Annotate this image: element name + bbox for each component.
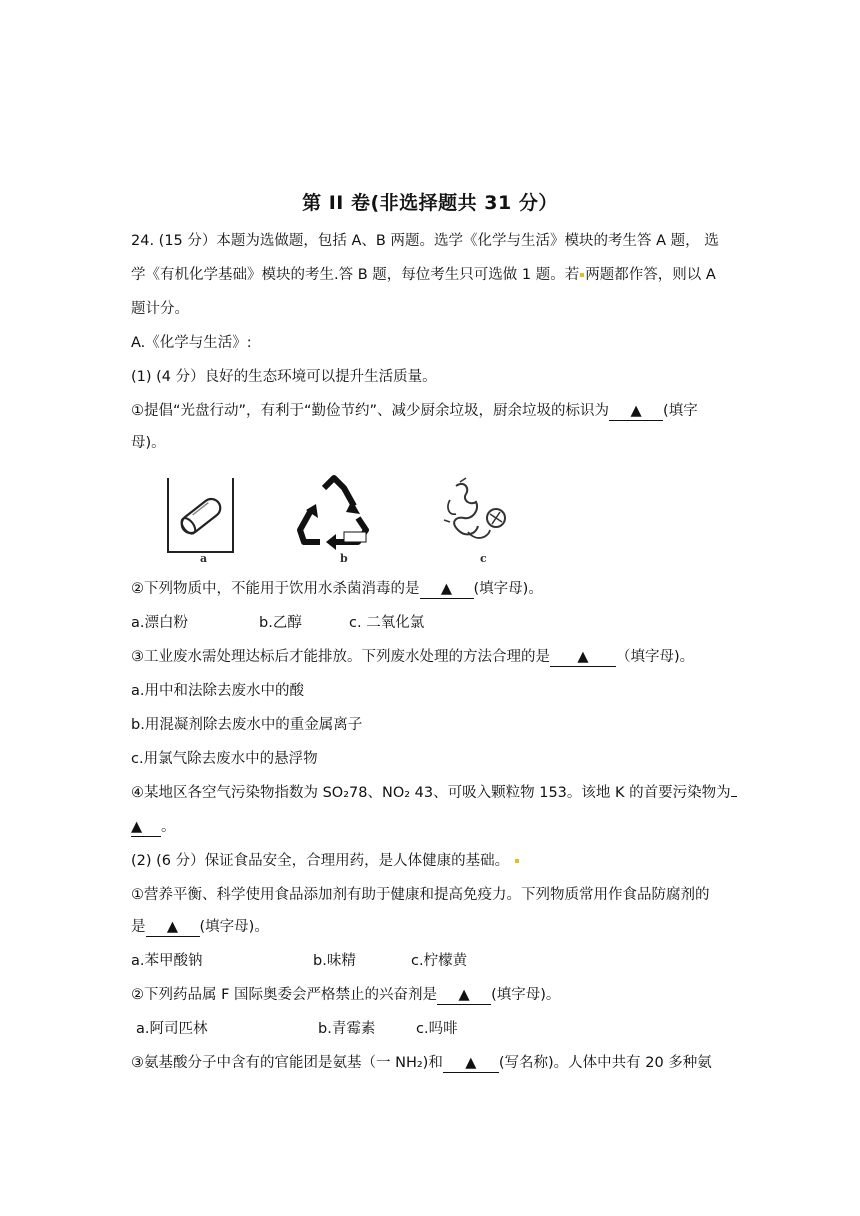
waste-symbols-figure	[160, 470, 560, 570]
food-waste-icon	[436, 476, 516, 556]
answer-blank-2-1[interactable]: ▲	[146, 918, 200, 937]
question-1-2-options	[131, 613, 424, 633]
part1-heading: (1) (4 分）良好的生态环境可以提升生活质量。	[131, 369, 437, 385]
fig-label-b: b	[340, 552, 348, 565]
option-c: c.柠檬黄	[411, 953, 468, 969]
stray-mark-2	[515, 859, 519, 863]
answer-blank-1-2[interactable]: ▲	[420, 580, 474, 599]
part2-heading: (2) (6 分）保证食品安全，合理用药，是人体健康的基础。	[131, 851, 520, 871]
question-1-2: ②下列物质中，不能用于饮用水杀菌消毒的是 ▲ (填字母)。	[131, 581, 543, 597]
stray-mark	[580, 273, 584, 277]
question-1-1: ①提倡“光盘行动”，有利于“勤俭节约”、减少厨余垃圾，厨余垃圾的标识为 ▲ (填字	[131, 403, 698, 419]
answer-blank-2-2[interactable]: ▲	[437, 986, 491, 1005]
option-a: a.漂白粉	[131, 615, 188, 631]
question-2-1-cont: 是 ▲ (填字母)。	[131, 919, 269, 935]
question-2-2: ②下列药品属 F 国际奥委会严格禁止的兴奋剂是 ▲ (填字母)。	[131, 987, 561, 1003]
answer-blank-1-3[interactable]: ▲	[550, 648, 616, 667]
question-1-4-cont: ▲ 。	[131, 819, 176, 835]
intro-line-1: 24. (15 分）本题为选做题，包括 A、B 两题。选学《化学与生活》模块的考生答 A 题， 选	[131, 233, 719, 249]
question-2-1-options	[131, 951, 467, 971]
question-1-1-cont: 母)。	[131, 435, 166, 451]
option-a: a.苯甲酸钠	[131, 953, 203, 969]
fig-label-c: c	[480, 552, 487, 565]
intro-line-2: 学《有机化学基础》模块的考生.答 B 题，每位考生只可选做 1 题。若 两题都作答，则以 A	[131, 267, 716, 283]
option-b: b.乙醇	[259, 615, 302, 631]
question-2-2-options	[131, 1019, 458, 1039]
intro-line-3: 题计分。	[131, 301, 189, 317]
recycle-icon	[294, 474, 374, 554]
battery-bin-icon	[165, 476, 237, 560]
answer-blank-1-4[interactable]: ▲	[131, 818, 161, 837]
option-c: c. 二氧化氯	[349, 615, 425, 631]
fig-label-a: a	[200, 552, 208, 565]
section-title: 第 II 卷(非选择题共 31 分）	[302, 192, 558, 214]
question-1-4: ④某地区各空气污染物指数为 SO₂78、NO₂ 43、可吸入颗粒物 153。该地 K 的首要污染物为	[131, 783, 737, 803]
option-a: a.阿司匹林	[136, 1021, 208, 1037]
answer-blank-1-4-start	[731, 796, 737, 797]
question-1-3: ③工业废水需处理达标后才能排放。下列废水处理的方法合理的是 ▲ （填字母)。	[131, 649, 695, 665]
question-1-3-option-a: a.用中和法除去废水中的酸	[131, 683, 304, 699]
option-b: b.味精	[313, 953, 356, 969]
question-1-3-option-c: c.用氯气除去废水中的悬浮物	[131, 751, 318, 767]
answer-blank-1-1[interactable]: ▲	[609, 402, 663, 421]
answer-blank-2-3[interactable]: ▲	[443, 1054, 499, 1073]
question-2-1: ①营养平衡、科学使用食品添加剂有助于健康和提高免疫力。下列物质常用作食品防腐剂的	[131, 887, 710, 903]
question-1-3-option-b: b.用混凝剂除去废水中的重金属离子	[131, 717, 363, 733]
question-2-3: ③氨基酸分子中含有的官能团是氨基（一 NH₂)和 ▲ (写名称)。人体中共有 20 多种氨	[131, 1055, 712, 1071]
option-b: b.青霉素	[318, 1021, 376, 1037]
option-c: c.吗啡	[416, 1021, 458, 1037]
part-a-title: A.《化学与生活》:	[131, 335, 252, 351]
